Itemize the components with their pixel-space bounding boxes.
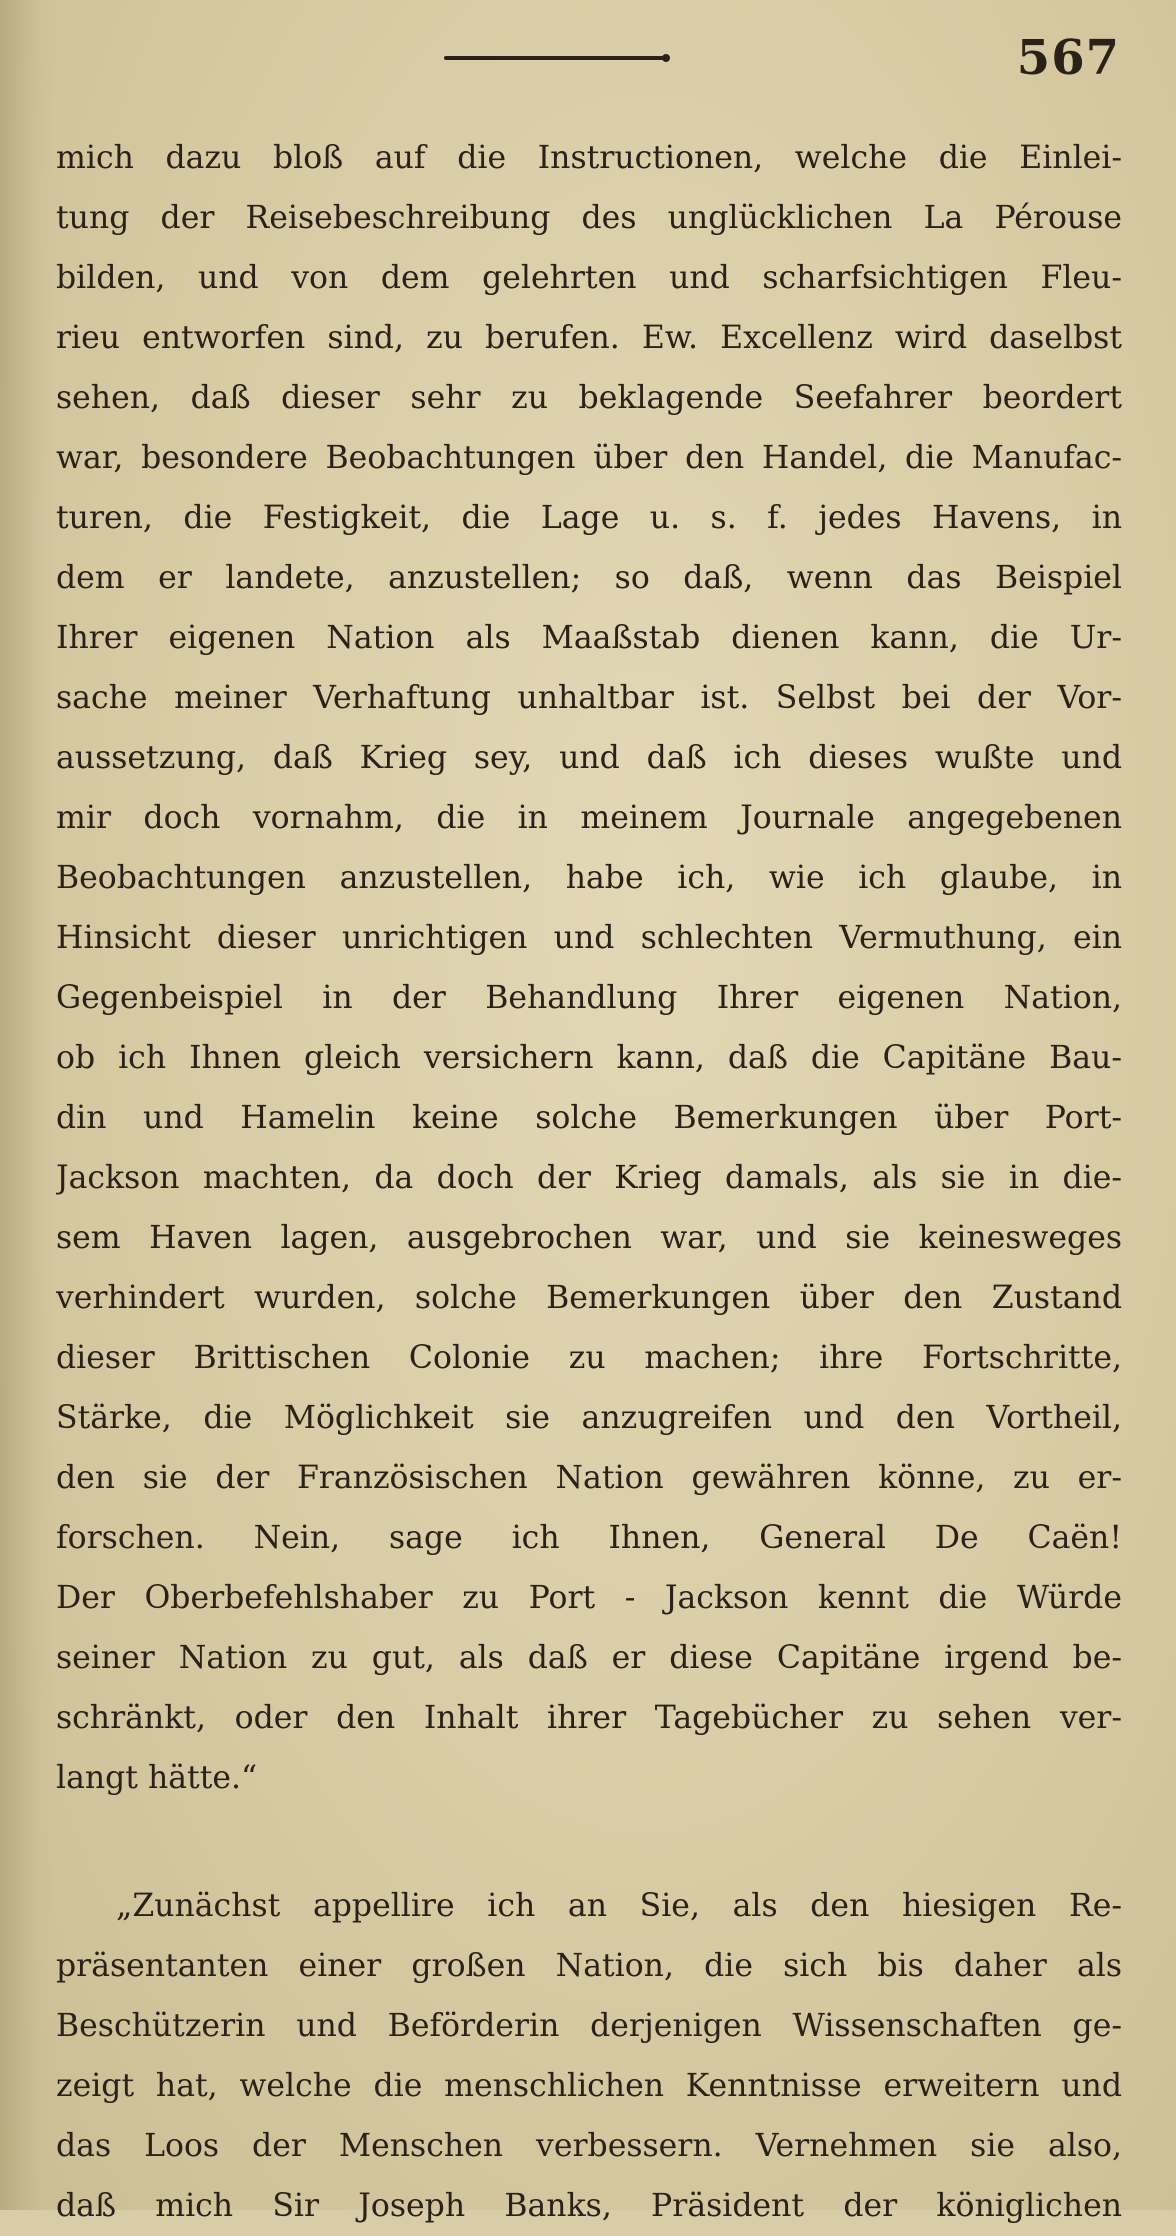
text-line: sehen, daß dieser sehr zu beklagende Seefahrer beordert [56, 380, 1122, 416]
text-line: turen, die Festigkeit, die Lage u. s. f. jedes Havens, in [56, 500, 1122, 536]
text-line: schränkt, oder den Inhalt ihrer Tagebücher zu sehen ver- [56, 1700, 1122, 1736]
paragraph-2 [56, 1876, 1122, 2236]
text-line: Gegenbeispiel in der Behandlung Ihrer eigenen Nation, [56, 980, 1122, 1016]
text-line: sem Haven lagen, ausgebrochen war, und sie keinesweges [56, 1220, 1122, 1256]
text-line: Ihrer eigenen Nation als Maaßstab dienen kann, die Ur- [56, 620, 1122, 656]
text-line: „Zunächst appellire ich an Sie, als den hiesigen Re- [116, 1888, 1122, 1924]
text-line: sache meiner Verhaftung unhaltbar ist. Selbst bei der Vor- [56, 680, 1122, 716]
paragraph-1 [56, 128, 1122, 1808]
body-text [56, 128, 1122, 2236]
text-line: daß mich Sir Joseph Banks, Präsident der königlichen [56, 2188, 1122, 2224]
text-line: zeigt hat, welche die menschlichen Kenntnisse erweitern und [56, 2068, 1122, 2104]
text-line: tung der Reisebeschreibung des unglücklichen La Pérouse [56, 200, 1122, 236]
text-line: das Loos der Menschen verbessern. Vernehmen sie also, [56, 2128, 1122, 2164]
text-line: seiner Nation zu gut, als daß er diese Capitäne irgend be- [56, 1640, 1122, 1676]
text-line: langt hätte.“ [56, 1760, 258, 1796]
text-line: din und Hamelin keine solche Bemerkungen über Port- [56, 1100, 1122, 1136]
text-line: mich dazu bloß auf die Instructionen, welche die Einlei- [56, 140, 1122, 176]
text-line: Der Oberbefehlshaber zu Port - Jackson kennt die Würde [56, 1580, 1122, 1616]
text-line: rieu entworfen sind, zu berufen. Ew. Excellenz wird daselbst [56, 320, 1122, 356]
text-line: ob ich Ihnen gleich versichern kann, daß die Capitäne Bau- [56, 1040, 1122, 1076]
text-line: den sie der Französischen Nation gewähren könne, zu er- [56, 1460, 1122, 1496]
text-line: mir doch vornahm, die in meinem Journale angegebenen [56, 800, 1122, 836]
paragraph-gap [56, 1808, 1122, 1876]
text-line: dieser Brittischen Colonie zu machen; ihre Fortschritte, [56, 1340, 1122, 1376]
text-line: Beobachtungen anzustellen, habe ich, wie ich glaube, in [56, 860, 1122, 896]
text-line: aussetzung, daß Krieg sey, und daß ich dieses wußte und [56, 740, 1122, 776]
text-line: Jackson machten, da doch der Krieg damals, als sie in die- [56, 1160, 1122, 1196]
text-line: Stärke, die Möglichkeit sie anzugreifen und den Vortheil, [56, 1400, 1122, 1436]
text-line: forschen. Nein, sage ich Ihnen, General De Caën! [56, 1520, 1122, 1556]
text-line: Beschützerin und Beförderin derjenigen Wissenschaften ge- [56, 2008, 1122, 2044]
text-line: war, besondere Beobachtungen über den Handel, die Manufac- [56, 440, 1122, 476]
text-line: bilden, und von dem gelehrten und scharfsichtigen Fleu- [56, 260, 1122, 296]
gutter-shadow [0, 0, 55, 2210]
page-number: 567 [1016, 30, 1120, 86]
text-line: Hinsicht dieser unrichtigen und schlechten Vermuthung, ein [56, 920, 1122, 956]
text-line: dem er landete, anzustellen; so daß, wenn das Beispiel [56, 560, 1122, 596]
text-line: präsentanten einer großen Nation, die sich bis daher als [56, 1948, 1122, 1984]
header-rule [444, 56, 664, 60]
text-line: verhindert wurden, solche Bemerkungen über den Zustand [56, 1280, 1122, 1316]
